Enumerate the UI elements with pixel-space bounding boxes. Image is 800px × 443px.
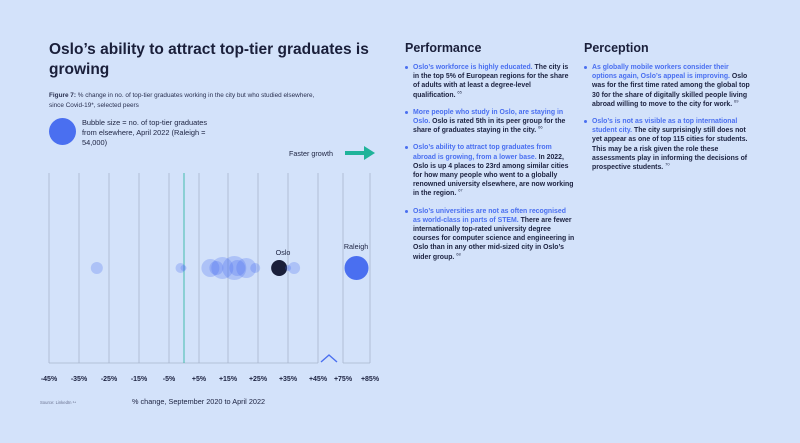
x-tick-label: +85% (360, 376, 380, 383)
footnote-ref: 65 (457, 89, 462, 95)
perception-heading: Perception (584, 41, 649, 55)
bullet-item (405, 207, 575, 262)
x-tick-label: -45% (40, 376, 58, 383)
x-tick-label: +5% (191, 376, 207, 383)
raleigh-bubble (345, 256, 369, 280)
size-legend-text: Bubble size = no. of top-tier graduates from elsewhere, April 2022 (Raleigh = 54,000) (82, 118, 208, 147)
bullet-item (405, 63, 575, 100)
x-tick-label: -25% (100, 376, 118, 383)
bullet-text: The city is in the top 5% of European regions for the share of adults with at least a degree-level qualification. (413, 64, 569, 99)
oslo-label: Oslo (275, 248, 291, 257)
x-tick-label: +35% (278, 376, 298, 383)
peer-bubble (181, 265, 187, 271)
bullet-text: Oslo was for the first time rated among the global top 30 for the share of digitally skilled people living abroad willing to move to the city for work. (592, 73, 750, 108)
footnote-ref: 69 (734, 98, 739, 104)
x-tick-label: +45% (308, 376, 328, 383)
x-tick-label: -5% (162, 376, 176, 383)
performance-list (405, 63, 575, 262)
footnote-ref: 70 (665, 161, 670, 167)
perception-column (584, 40, 754, 180)
bullet-text: There are fewer internationally top-rated university degree courses for computer science and engineering in Oslo than in any other mid-sized city in Oslo’s wider group. (413, 216, 575, 261)
footnote-ref: 67 (458, 188, 463, 194)
footnote-ref: 66 (538, 124, 543, 130)
raleigh-label: Raleigh (343, 242, 369, 251)
performance-column (405, 40, 575, 270)
faster-growth-label: Faster growth (289, 149, 333, 158)
figure-label: Figure 7: (49, 92, 76, 99)
bullet-item (584, 117, 754, 172)
bullet-highlight: As globally mobile workers consider their options again, Oslo’s appeal is improving. (592, 64, 730, 81)
bullet-item (405, 143, 575, 198)
bullet-text: Oslo is rated 5th in its peer group for the share of graduates staying in the city. (413, 118, 566, 135)
bullet-highlight: Oslo’s workforce is highly educated. (413, 64, 533, 71)
peer-bubble (250, 263, 260, 273)
axis-break-icon (321, 355, 337, 362)
source-note: Source: LinkedIn ⁶⁴ (40, 400, 77, 405)
perception-list (584, 63, 754, 172)
bullet-highlight: Oslo’s ability to attract top graduates from abroad is growing, from a lower base. (413, 144, 552, 161)
x-tick-label: -35% (70, 376, 88, 383)
bullet-highlight: Oslo’s universities are not as often recognised as world-class in parts of STEM. (413, 207, 566, 224)
bullet-text: The city surprisingly still does not yet appear as one of top 115 cities for students. This may be a risk given the role these assessments play in informing the decisions of prospective students. (592, 127, 748, 172)
bullet-text: In 2022, Oslo is up 4 places to 23rd among similar cities for how many people who went to a globally renowned university elsewhere, are now working in the region. (413, 153, 574, 198)
bullet-item (584, 63, 754, 109)
peer-bubble (91, 262, 103, 274)
footnote-ref: 68 (456, 251, 461, 257)
x-tick-label: -15% (130, 376, 148, 383)
oslo-bubble (271, 260, 287, 276)
figure-caption-text: % change in no. of top-tier graduates working in the city but who studied elsewhere, since Covid-19*, selected peers (49, 92, 315, 109)
bullet-item (405, 108, 575, 136)
x-tick-label: +25% (248, 376, 268, 383)
page-title: Oslo’s ability to attract top-tier graduates is growing (49, 41, 369, 78)
peer-bubble (288, 262, 300, 274)
bubbles (91, 256, 369, 280)
x-tick-label: +15% (218, 376, 238, 383)
x-tick-label: +75% (333, 376, 353, 383)
performance-heading: Performance (405, 41, 482, 55)
bullet-highlight: More people who study in Oslo, are staying in Oslo. (413, 108, 564, 126)
x-axis-label: % change, September 2020 to April 2022 (132, 397, 266, 406)
bullet-highlight: Oslo’s is not as visible as a top international student city. (592, 118, 738, 135)
